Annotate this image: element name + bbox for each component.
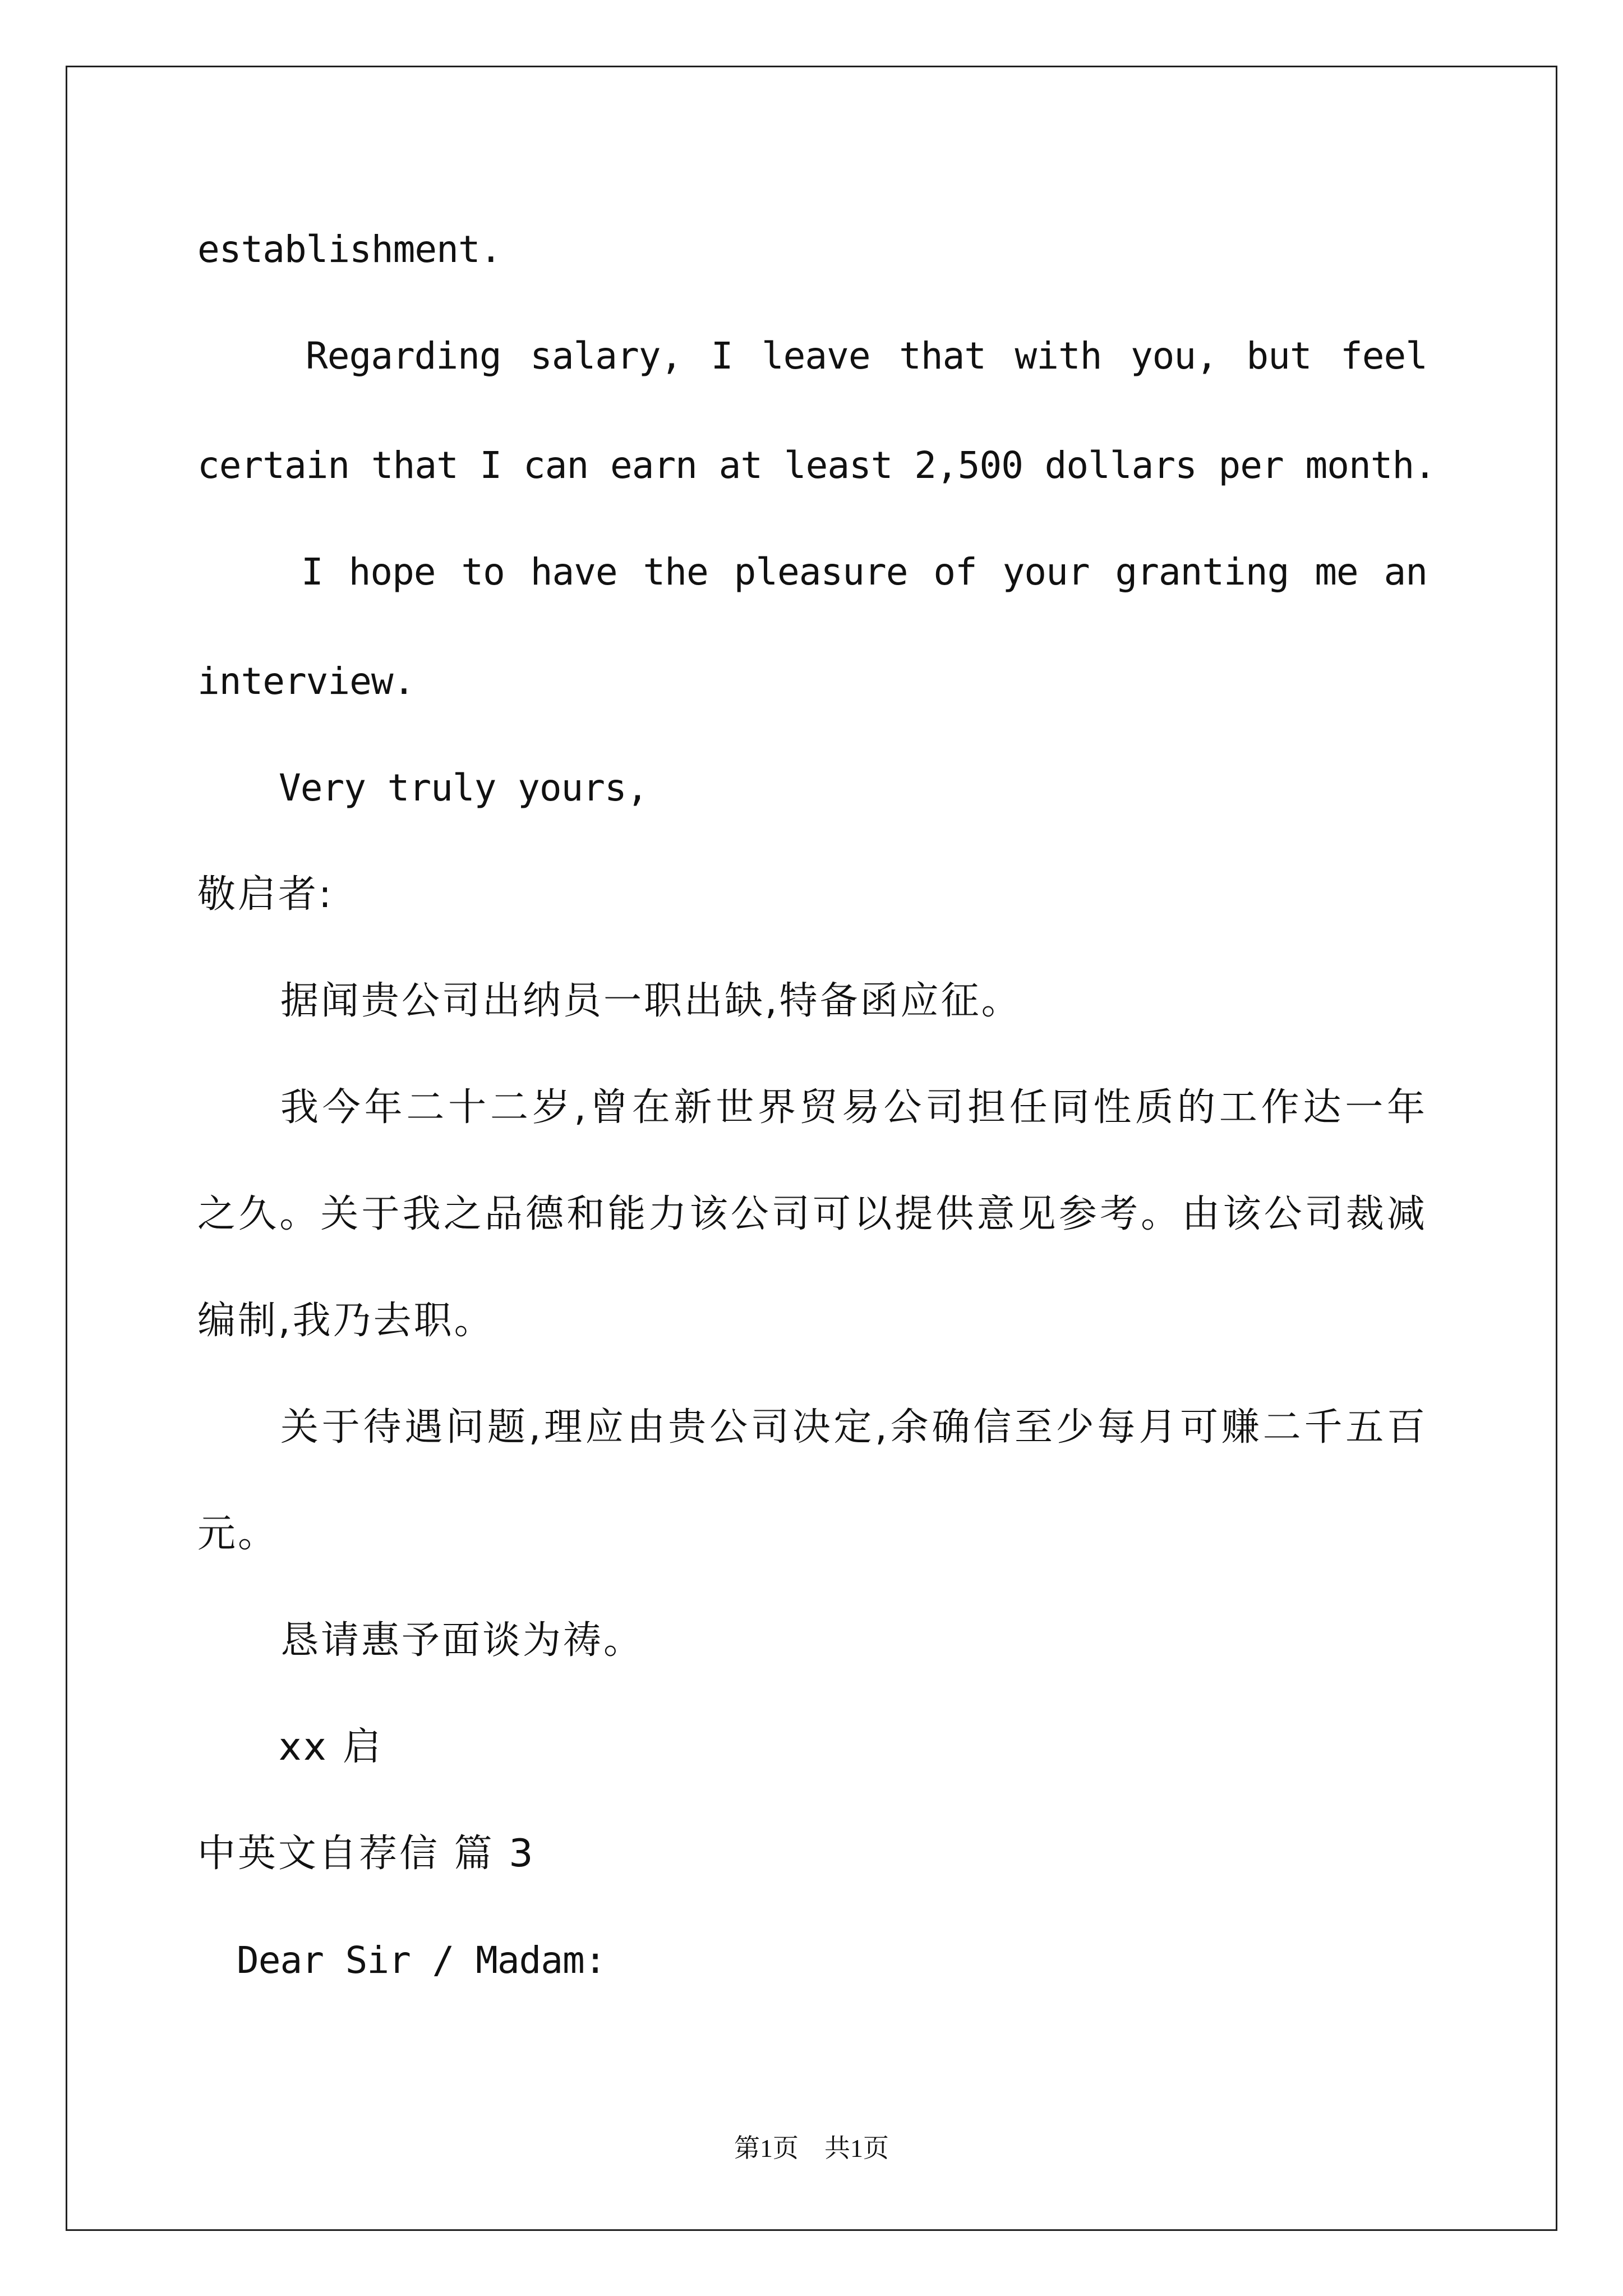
text-line: 恳请惠予面谈为祷。 [280,1618,644,1663]
text-line: Very truly yours, [279,766,648,809]
text-line: 据闻贵公司出纳员一职出缺,特备函应征。 [280,979,1022,1023]
text-line: I hope to have the pleasure of your granting me an [301,550,1427,593]
page-footer: 第1页 共1页 [734,2134,889,2162]
text-line: certain that I can earn at least 2,500 dollars per month. [197,444,1436,487]
text-line: 元。 [197,1512,279,1556]
text-line: 关于待遇问题,理应由贵公司决定,余确信至少每月可赚二千五百 [280,1405,1427,1450]
text-line: 编制,我乃去职。 [197,1299,495,1343]
text-line: Regarding salary, I leave that with you, but feel [306,334,1427,378]
text-line: Dear Sir / Madam: [237,1939,606,1982]
page-border [66,66,1557,2231]
salutation: 敬启者: [197,872,334,917]
text-line: 我今年二十二岁,曾在新世界贸易公司担任同性质的工作达一年 [280,1085,1427,1130]
text-line: 之久。关于我之品德和能力该公司可以提供意见参考。由该公司裁减 [197,1192,1427,1236]
text-line: interview. [197,660,415,703]
signature-line: xx 启 [279,1725,384,1769]
text-line: establishment. [197,228,502,271]
section-heading: 中英文自荐信 篇 3 [197,1832,536,1876]
